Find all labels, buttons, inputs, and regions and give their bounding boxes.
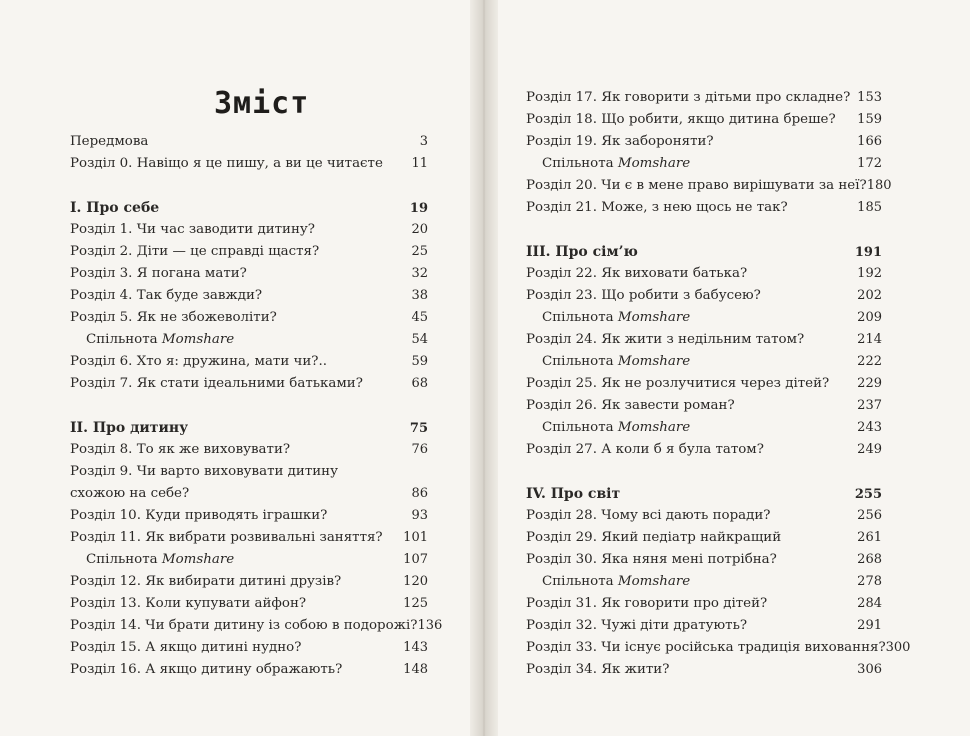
toc-page-number: 185: [857, 200, 882, 215]
toc-entry-title: [526, 351, 690, 373]
toc-page-number: 86: [411, 486, 428, 501]
toc-page-number: 214: [857, 332, 882, 347]
toc-entry-text: Спільнота: [86, 552, 162, 567]
toc-entry-title: [526, 439, 764, 461]
toc-entry-title: [526, 131, 714, 153]
toc-entry-title: [526, 263, 747, 285]
toc-entry-text: Розділ 7. Як стати ідеальними батьками?: [70, 376, 363, 391]
toc-entry-italic: Momshare: [617, 156, 691, 171]
toc-page-number: 172: [857, 156, 882, 171]
toc-page-number: 68: [411, 376, 428, 391]
toc-entry-title: [526, 527, 781, 549]
toc-entry-title: [526, 615, 747, 637]
toc-page-number: 209: [857, 310, 882, 325]
toc-entry-title: [526, 285, 761, 307]
toc-entry: [526, 527, 882, 549]
toc-entry: [526, 87, 882, 109]
toc-entry: [70, 153, 428, 175]
toc-entry-text: Розділ 6. Хто я: дружина, мати чи?..: [70, 354, 327, 369]
toc-entry-text: Розділ 17. Як говорити з дітьми про складне?: [526, 90, 851, 105]
toc-entry: [526, 351, 882, 373]
toc-page-number: 229: [857, 376, 882, 391]
toc-entry-text: Розділ 33. Чи існує російська традиція виховання?: [526, 640, 886, 655]
toc-entry-title: [70, 153, 383, 175]
toc-page-number: 59: [411, 354, 428, 369]
toc-entry-title: [70, 571, 341, 593]
toc-entry-title: [526, 505, 771, 527]
toc-entry: [526, 417, 882, 439]
toc-entry: [70, 307, 428, 329]
toc-entry: [70, 571, 428, 593]
toc-entry-text: Розділ 9. Чи варто виховувати дитину: [70, 464, 338, 479]
toc-entry-title: [526, 417, 690, 439]
toc-page-number: 243: [857, 420, 882, 435]
toc-entry-text: Розділ 27. А коли б я була татом?: [526, 442, 764, 457]
toc-entry-text: Розділ 2. Діти — це справді щастя?: [70, 244, 320, 259]
toc-entry-title: [526, 549, 777, 571]
toc-entry-italic: Momshare: [617, 574, 691, 589]
toc-entry: [526, 549, 882, 571]
toc-entry-text: Розділ 15. А якщо дитині нудно?: [70, 640, 302, 655]
toc-entry: [70, 505, 428, 527]
toc-entry-title: [526, 87, 850, 109]
toc-entry: [526, 175, 892, 197]
toc-entry-text: Розділ 31. Як говорити про дітей?: [526, 596, 768, 611]
toc-page-number: 249: [857, 442, 882, 457]
toc-page-number: 20: [411, 222, 428, 237]
toc-entry-title: [526, 659, 669, 681]
toc-entry-title: [70, 659, 342, 681]
toc-page-number: 268: [857, 552, 882, 567]
toc-entry-title: [70, 373, 363, 395]
toc-page-number: 153: [857, 90, 882, 105]
toc-page-number: 192: [857, 266, 882, 281]
toc-page-number: 11: [411, 156, 428, 171]
toc-page-number: 93: [411, 508, 428, 523]
toc-entry: [526, 439, 882, 461]
toc-page-number: 278: [857, 574, 882, 589]
toc-entry: [526, 505, 882, 527]
left-table-of-contents: [70, 131, 443, 681]
toc-entry-title: [526, 395, 735, 417]
toc-entry-text: Розділ 23. Що робити з бабусею?: [526, 288, 761, 303]
toc-page-number: 107: [403, 552, 428, 567]
toc-entry: [70, 615, 443, 637]
toc-entry-title: [70, 307, 277, 329]
toc-entry: [526, 615, 882, 637]
toc-entry-title: [70, 461, 338, 483]
toc-entry: [70, 263, 428, 285]
toc-entry-title: [526, 571, 690, 593]
toc-entry-title: [526, 241, 638, 263]
toc-entry-text: Передмова: [70, 134, 149, 149]
toc-entry-text: Розділ 11. Як вибрати розвивальні заняття?: [70, 530, 383, 545]
toc-page-number: 166: [857, 134, 882, 149]
toc-entry: [526, 593, 882, 615]
toc-entry-text: Розділ 1. Чи час заводити дитину?: [70, 222, 315, 237]
toc-entry-title: [70, 615, 417, 637]
toc-entry-title: [526, 637, 886, 659]
toc-entry-text: Спільнота: [86, 332, 162, 347]
toc-page-number: 143: [403, 640, 428, 655]
toc-entry: [70, 329, 428, 351]
toc-page-number: 32: [411, 266, 428, 281]
toc-entry-title: [70, 241, 319, 263]
toc-entry-title: [526, 329, 804, 351]
toc-page-number: 202: [857, 288, 882, 303]
toc-page-number: 125: [403, 596, 428, 611]
toc-section: [70, 417, 428, 439]
toc-page-number: 75: [409, 421, 428, 436]
toc-page-number: 255: [854, 487, 882, 502]
toc-entry-text: Розділ 25. Як не розлучитися через дітей?: [526, 376, 830, 391]
toc-entry: [526, 571, 882, 593]
toc-entry-title: [526, 483, 620, 505]
toc-entry: [526, 285, 882, 307]
toc-entry-text: Розділ 8. То як же виховувати?: [70, 442, 291, 457]
toc-entry-text: Спільнота: [542, 156, 618, 171]
toc-entry-title: [526, 175, 867, 197]
toc-entry-text: Розділ 34. Як жити?: [526, 662, 670, 677]
toc-section: [526, 483, 882, 505]
toc-entry: [70, 659, 428, 681]
toc-entry-text: Розділ 22. Як виховати батька?: [526, 266, 748, 281]
toc-section: [526, 241, 882, 263]
toc-entry-italic: Momshare: [161, 332, 235, 347]
toc-entry-italic: Momshare: [617, 310, 691, 325]
toc-page-number: 19: [409, 201, 428, 216]
toc-page-number: 237: [857, 398, 882, 413]
toc-entry-text: Розділ 30. Яка няня мені потрібна?: [526, 552, 777, 567]
toc-page-number: 120: [403, 574, 428, 589]
toc-entry-text: II. Про дитину: [70, 420, 189, 436]
toc-entry-title: [70, 637, 301, 659]
toc-entry-text: Розділ 12. Як вибирати дитині друзів?: [70, 574, 342, 589]
toc-page-number: 25: [411, 244, 428, 259]
toc-entry: [526, 373, 882, 395]
toc-page-number: 76: [411, 442, 428, 457]
toc-page-number: 256: [857, 508, 882, 523]
toc-entry-title: [70, 527, 383, 549]
toc-entry: [70, 549, 428, 571]
toc-entry: [70, 219, 428, 241]
toc-entry-text: Розділ 28. Чому всі дають поради?: [526, 508, 771, 523]
toc-entry-text: Спільнота: [542, 574, 618, 589]
toc-entry: [70, 373, 428, 395]
toc-entry-text: Спільнота: [542, 420, 618, 435]
toc-entry: [526, 153, 882, 175]
contents-title: Зміст: [214, 86, 310, 121]
toc-page-number: 222: [857, 354, 882, 369]
toc-page-number: 159: [857, 112, 882, 127]
toc-entry-title: [70, 263, 247, 285]
toc-entry-text: Розділ 5. Як не збожеволіти?: [70, 310, 277, 325]
toc-entry-text: III. Про сім’ю: [526, 244, 638, 260]
toc-page-number: 136: [417, 618, 443, 633]
toc-entry-title: [70, 417, 188, 439]
toc-page-number: 38: [411, 288, 428, 303]
toc-entry-title: [526, 197, 788, 219]
toc-entry-italic: Momshare: [161, 552, 235, 567]
toc-entry: [70, 351, 428, 373]
toc-entry-text: Розділ 18. Що робити, якщо дитина бреше?: [526, 112, 836, 127]
toc-entry: [70, 483, 428, 505]
toc-entry-italic: Momshare: [617, 354, 691, 369]
toc-page-number: 306: [857, 662, 882, 677]
toc-entry-title: [70, 197, 159, 219]
toc-entry-text: Розділ 20. Чи є в мене право вирішувати за неї?: [526, 178, 867, 193]
toc-entry-text: Розділ 13. Коли купувати айфон?: [70, 596, 307, 611]
toc-entry-title: [526, 307, 690, 329]
toc-entry-text: Розділ 14. Чи брати дитину із собою в подорожі?: [70, 618, 418, 633]
toc-entry-text: Розділ 16. А якщо дитину ображають?: [70, 662, 343, 677]
toc-page-number: 180: [866, 178, 892, 193]
toc-entry-title: [70, 483, 189, 505]
toc-page-number: 148: [403, 662, 428, 677]
toc-entry: [526, 395, 882, 417]
toc-entry-text: Спільнота: [542, 310, 618, 325]
toc-entry-text: IV. Про світ: [526, 486, 621, 502]
toc-entry-title: [526, 593, 767, 615]
toc-entry-italic: Momshare: [617, 420, 691, 435]
toc-entry-text: Розділ 0. Навіщо я це пишу, а ви це читаєте: [70, 156, 383, 171]
toc-entry: [526, 131, 882, 153]
toc-page-number: 261: [857, 530, 882, 545]
toc-entry: [526, 659, 882, 681]
toc-entry-title: [70, 131, 148, 153]
toc-entry-title: [70, 593, 306, 615]
toc-entry-title: [70, 351, 327, 373]
toc-page-number: 54: [411, 332, 428, 347]
toc-page-number: 300: [885, 640, 911, 655]
toc-entry: [526, 263, 882, 285]
toc-entry-text: Розділ 26. Як завести роман?: [526, 398, 735, 413]
toc-entry: [70, 439, 428, 461]
toc-entry: [70, 527, 428, 549]
toc-section: [70, 197, 428, 219]
toc-entry-title: [70, 329, 234, 351]
toc-entry-title: [526, 109, 836, 131]
toc-entry-title: [70, 549, 234, 571]
toc-entry-title: [70, 505, 327, 527]
toc-entry-text: Розділ 19. Як забороняти?: [526, 134, 714, 149]
toc-entry: [526, 109, 882, 131]
toc-entry-text: I. Про себе: [70, 200, 160, 216]
toc-entry: [70, 461, 428, 483]
toc-entry: [70, 131, 428, 153]
toc-page-number: 284: [857, 596, 882, 611]
toc-entry: [526, 307, 882, 329]
toc-page-number: 3: [419, 134, 428, 149]
toc-entry-text: Розділ 10. Куди приводять іграшки?: [70, 508, 328, 523]
toc-entry-text: Розділ 4. Так буде завжди?: [70, 288, 263, 303]
right-table-of-contents: [526, 87, 911, 681]
toc-entry: [526, 637, 911, 659]
toc-entry: [526, 329, 882, 351]
toc-entry-title: [70, 219, 315, 241]
toc-entry-title: [70, 285, 262, 307]
toc-entry-text: Розділ 29. Який педіатр найкращий: [526, 530, 782, 545]
toc-page-number: 101: [403, 530, 428, 545]
toc-entry-text: Розділ 21. Може, з нею щось не так?: [526, 200, 788, 215]
toc-entry-title: [70, 439, 290, 461]
toc-entry: [70, 637, 428, 659]
toc-entry-text: Розділ 3. Я погана мати?: [70, 266, 247, 281]
toc-entry-text: Розділ 24. Як жити з недільним татом?: [526, 332, 805, 347]
toc-entry: [526, 197, 882, 219]
toc-entry-text: Розділ 32. Чужі діти дратують?: [526, 618, 748, 633]
toc-page-number: 45: [411, 310, 428, 325]
toc-entry: [70, 285, 428, 307]
toc-entry-title: [526, 153, 690, 175]
toc-page-number: 191: [854, 245, 882, 260]
toc-entry-text: схожою на себе?: [70, 486, 190, 501]
toc-entry: [70, 241, 428, 263]
toc-page-number: 291: [857, 618, 882, 633]
book-gutter: [470, 0, 498, 736]
toc-entry-title: [526, 373, 829, 395]
toc-entry-text: Спільнота: [542, 354, 618, 369]
toc-entry: [70, 593, 428, 615]
